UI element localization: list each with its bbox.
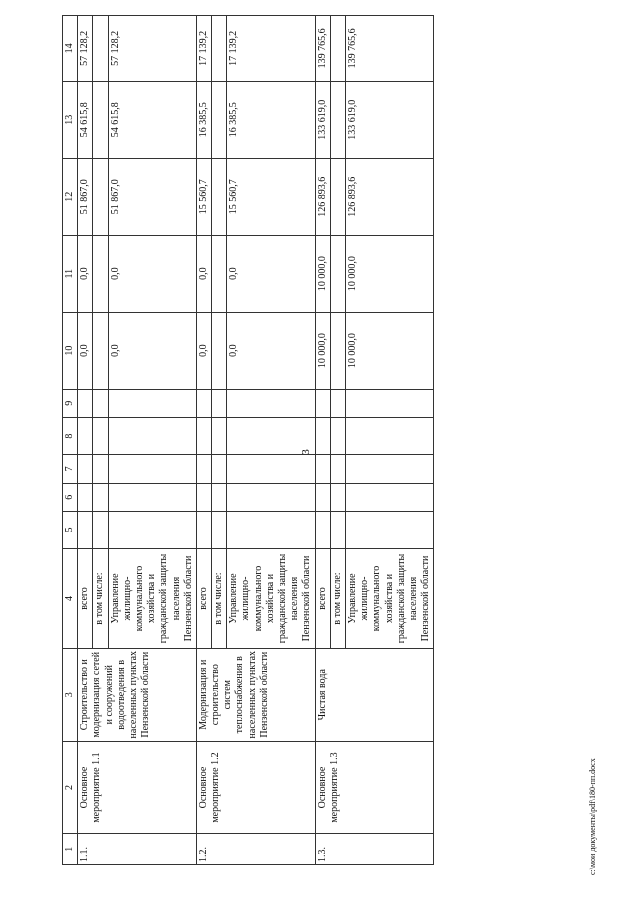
value-cell-c12: 126 893,6 bbox=[345, 158, 433, 235]
column-number-row bbox=[63, 16, 78, 865]
empty-cell bbox=[108, 455, 196, 483]
value-cell-c12: 51 867,0 bbox=[78, 158, 93, 235]
empty-cell bbox=[78, 389, 93, 417]
empty-cell bbox=[315, 455, 330, 483]
empty-cell bbox=[108, 417, 196, 454]
empty-cell bbox=[227, 417, 315, 454]
empty-cell bbox=[345, 389, 433, 417]
empty-cell bbox=[315, 389, 330, 417]
empty-cell bbox=[212, 511, 227, 548]
activity-number: 1.3. bbox=[315, 834, 434, 865]
value-cell-c10 bbox=[330, 312, 345, 389]
column-number: 10 bbox=[63, 312, 78, 389]
value-cell-c11 bbox=[93, 235, 108, 312]
column-number: 6 bbox=[63, 483, 78, 511]
column-number: 3 bbox=[63, 648, 78, 741]
table-body bbox=[63, 16, 434, 865]
empty-cell bbox=[93, 389, 108, 417]
empty-cell bbox=[330, 511, 345, 548]
value-cell-c14: 17 139,2 bbox=[227, 16, 315, 82]
column-number: 13 bbox=[63, 81, 78, 158]
row-label: в том числе: bbox=[330, 549, 345, 649]
value-cell-c13: 133 619,0 bbox=[315, 81, 330, 158]
value-cell-c13: 16 385,5 bbox=[227, 81, 315, 158]
value-cell-c14: 17 139,2 bbox=[196, 16, 211, 82]
value-cell-c12: 15 560,7 bbox=[196, 158, 211, 235]
value-cell-c13: 54 615,8 bbox=[78, 81, 93, 158]
column-number: 8 bbox=[63, 417, 78, 454]
value-cell-c14: 139 765,6 bbox=[345, 16, 433, 82]
page-number: 3 bbox=[299, 449, 312, 455]
empty-cell bbox=[212, 455, 227, 483]
activity-name: Основное мероприятие 1.1 bbox=[78, 741, 197, 834]
table-row bbox=[315, 16, 330, 865]
empty-cell bbox=[212, 389, 227, 417]
value-cell-c10: 0,0 bbox=[196, 312, 211, 389]
activity-number: 1.1. bbox=[78, 834, 197, 865]
value-cell-c11: 0,0 bbox=[196, 235, 211, 312]
column-number: 5 bbox=[63, 511, 78, 548]
value-cell-c13 bbox=[212, 81, 227, 158]
value-cell-c14 bbox=[93, 16, 108, 82]
row-label: Управление жилищно-коммунального хозяйства и гражданской защиты населения Пензенской области bbox=[345, 549, 433, 649]
value-cell-c14: 57 128,2 bbox=[78, 16, 93, 82]
empty-cell bbox=[330, 417, 345, 454]
column-number: 14 bbox=[63, 16, 78, 82]
empty-cell bbox=[196, 389, 211, 417]
empty-cell bbox=[212, 483, 227, 511]
value-cell-c11: 10 000,0 bbox=[345, 235, 433, 312]
value-cell-c14 bbox=[330, 16, 345, 82]
column-number: 1 bbox=[63, 834, 78, 865]
value-cell-c12: 126 893,6 bbox=[315, 158, 330, 235]
row-label: всего bbox=[196, 549, 211, 649]
empty-cell bbox=[93, 511, 108, 548]
activity-description: Чистая вода bbox=[315, 648, 434, 741]
value-cell-c13: 133 619,0 bbox=[345, 81, 433, 158]
value-cell-c12: 15 560,7 bbox=[227, 158, 315, 235]
empty-cell bbox=[78, 455, 93, 483]
table-row bbox=[196, 16, 211, 865]
empty-cell bbox=[315, 483, 330, 511]
value-cell-c10: 0,0 bbox=[227, 312, 315, 389]
empty-cell bbox=[227, 511, 315, 548]
value-cell-c14 bbox=[212, 16, 227, 82]
file-path-footer: c:\мои документы\pdf\180-пп.docx bbox=[588, 758, 597, 875]
empty-cell bbox=[108, 483, 196, 511]
row-label: Управление жилищно-коммунального хозяйства и гражданской защиты населения Пензенской области bbox=[108, 549, 196, 649]
empty-cell bbox=[78, 483, 93, 511]
column-number: 4 bbox=[63, 549, 78, 649]
value-cell-c11: 0,0 bbox=[227, 235, 315, 312]
empty-cell bbox=[196, 511, 211, 548]
budget-table bbox=[62, 15, 434, 865]
empty-cell bbox=[315, 417, 330, 454]
empty-cell bbox=[315, 511, 330, 548]
value-cell-c13: 16 385,5 bbox=[196, 81, 211, 158]
value-cell-c13: 54 615,8 bbox=[108, 81, 196, 158]
row-label: Управление жилищно-коммунального хозяйства и гражданской защиты населения Пензенской области bbox=[227, 549, 315, 649]
empty-cell bbox=[330, 483, 345, 511]
row-label: в том числе: bbox=[212, 549, 227, 649]
empty-cell bbox=[212, 417, 227, 454]
empty-cell bbox=[345, 455, 433, 483]
value-cell-c11 bbox=[212, 235, 227, 312]
row-label: всего bbox=[78, 549, 93, 649]
column-number: 11 bbox=[63, 235, 78, 312]
value-cell-c12: 51 867,0 bbox=[108, 158, 196, 235]
table-row bbox=[78, 16, 93, 865]
empty-cell bbox=[227, 455, 315, 483]
activity-description: Модернизация и строительство систем теплоснабжения в населенных пунктах Пензенской области bbox=[196, 648, 315, 741]
empty-cell bbox=[78, 417, 93, 454]
value-cell-c12 bbox=[330, 158, 345, 235]
value-cell-c11: 0,0 bbox=[78, 235, 93, 312]
value-cell-c12 bbox=[93, 158, 108, 235]
empty-cell bbox=[196, 483, 211, 511]
empty-cell bbox=[196, 417, 211, 454]
empty-cell bbox=[227, 389, 315, 417]
value-cell-c13 bbox=[93, 81, 108, 158]
value-cell-c10: 10 000,0 bbox=[315, 312, 330, 389]
value-cell-c12 bbox=[212, 158, 227, 235]
empty-cell bbox=[345, 417, 433, 454]
empty-cell bbox=[108, 389, 196, 417]
activity-name: Основное мероприятие 1.3 bbox=[315, 741, 434, 834]
empty-cell bbox=[345, 483, 433, 511]
column-number: 7 bbox=[63, 455, 78, 483]
empty-cell bbox=[345, 511, 433, 548]
empty-cell bbox=[330, 455, 345, 483]
value-cell-c11: 0,0 bbox=[108, 235, 196, 312]
column-number: 2 bbox=[63, 741, 78, 834]
column-number: 9 bbox=[63, 389, 78, 417]
value-cell-c14: 57 128,2 bbox=[108, 16, 196, 82]
activity-name: Основное мероприятие 1.2 bbox=[196, 741, 315, 834]
value-cell-c13 bbox=[330, 81, 345, 158]
activity-number: 1.2. bbox=[196, 834, 315, 865]
empty-cell bbox=[330, 389, 345, 417]
empty-cell bbox=[93, 417, 108, 454]
activity-description: Строительство и модернизация сетей и сооружений водоотведения в населенных пунктах Пензенской области bbox=[78, 648, 197, 741]
value-cell-c10: 0,0 bbox=[78, 312, 93, 389]
empty-cell bbox=[93, 455, 108, 483]
value-cell-c10: 10 000,0 bbox=[345, 312, 433, 389]
column-number: 12 bbox=[63, 158, 78, 235]
value-cell-c10: 0,0 bbox=[108, 312, 196, 389]
value-cell-c10 bbox=[93, 312, 108, 389]
value-cell-c11 bbox=[330, 235, 345, 312]
empty-cell bbox=[196, 455, 211, 483]
row-label: всего bbox=[315, 549, 330, 649]
rotated-table-container bbox=[62, 15, 587, 865]
value-cell-c14: 139 765,6 bbox=[315, 16, 330, 82]
empty-cell bbox=[108, 511, 196, 548]
value-cell-c11: 10 000,0 bbox=[315, 235, 330, 312]
empty-cell bbox=[78, 511, 93, 548]
row-label: в том числе: bbox=[93, 549, 108, 649]
empty-cell bbox=[93, 483, 108, 511]
empty-cell bbox=[227, 483, 315, 511]
value-cell-c10 bbox=[212, 312, 227, 389]
